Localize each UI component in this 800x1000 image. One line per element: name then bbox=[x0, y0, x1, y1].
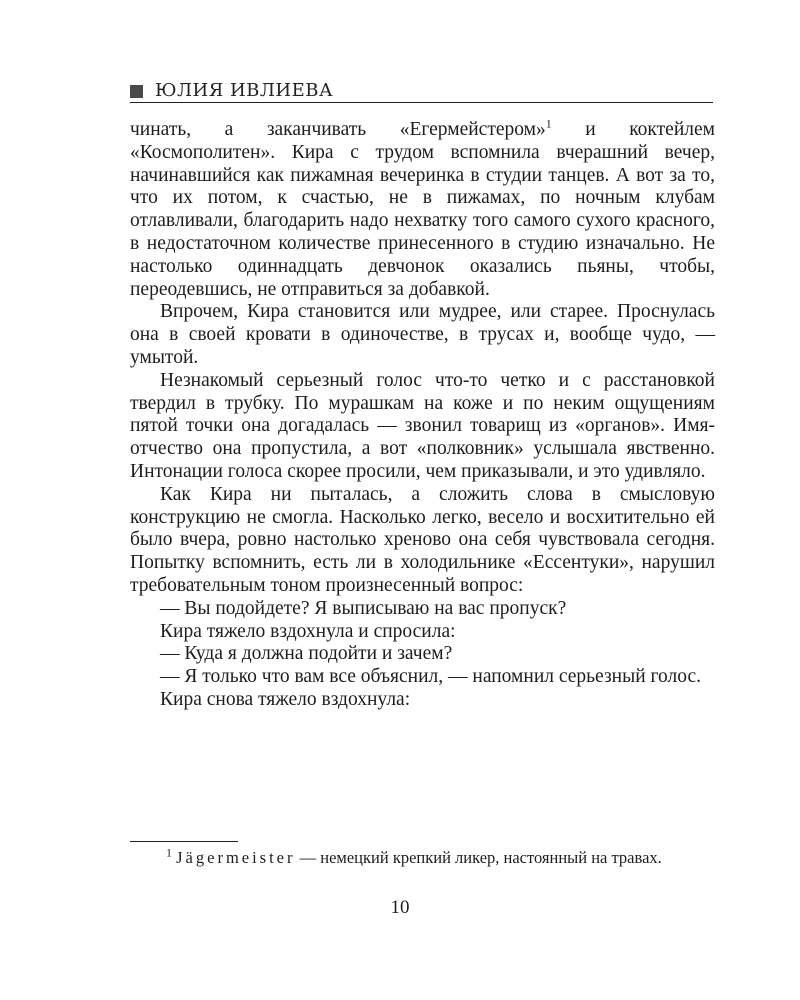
footnote-term: Jägermeister bbox=[176, 848, 296, 867]
paragraph-3: Незнакомый серьезный голос что-то четко и с расстановкой твердил в трубку. По мурашкам на коже и по неким ощущениям пятой точки она догадалась — звонил товарищ из «органов». Имя-отчество она пропустила, а вот «полковник» услышала явственно. Интонации голоса скорее просили, чем приказывали, и это удивляло. bbox=[130, 369, 715, 482]
dialogue-line: — Вы подойдете? Я выписываю на вас пропуск? bbox=[160, 597, 567, 619]
page-number: 10 bbox=[390, 897, 410, 918]
dialogue-line: — Я только что вам все объяснил, — напомнил серьезный голос. bbox=[160, 666, 702, 688]
footnote bbox=[130, 845, 715, 869]
footnote-mark bbox=[130, 845, 172, 867]
paragraph-1-text-b: и коктейлем «Космополитен». Кира с трудом вспомнила вчерашний вечер, начинавшийся как пижамная вечеринка в студии танцев. А вот за то, что их потом, к счастью, не в пижамах, по ночным клубам отлавливали, благодарить надо нехватку того самого сухого красного, в недостаточном количестве принесенного в студию изначально. Не настолько одиннадцать девчонок оказались пьяны, чтобы, переодевшись, не отправиться за добавкой. bbox=[130, 119, 715, 300]
paragraph-9: Кира снова тяжело вздохнула: bbox=[160, 688, 411, 710]
paragraph-4: Как Кира ни пыталась, а сложить слова в смысловую конструкцию не смогла. Насколько легко, весело и восхитительно ей было вчера, ровно настолько хреново она себя чувствовала сегодня. Попытку вспомнить, есть ли в холодильнике «Ессентуки», нарушил требовательным тоном произнесенный вопрос: bbox=[130, 483, 715, 596]
footnote-number: 1 bbox=[166, 845, 172, 860]
paragraph-2: Впрочем, Кира становится или мудрее, или старее. Проснулась она в своей кровати в одиночестве, в трусах и, вообще чудо, — умытой. bbox=[130, 301, 715, 368]
dialogue-line: — Куда я должна подойти и зачем? bbox=[160, 643, 453, 665]
paragraph-1-text-a: чинать, а заканчивать «Егермейстером» bbox=[130, 119, 546, 140]
header-author: ЮЛИЯ ИВЛИЕВА bbox=[155, 80, 334, 101]
footnote-divider bbox=[130, 841, 238, 842]
footnote-ref: 1 bbox=[545, 116, 552, 131]
paragraph-6: Кира тяжело вздохнула и спросила: bbox=[160, 620, 456, 642]
header-square-icon bbox=[130, 85, 143, 98]
running-header bbox=[130, 80, 713, 103]
paragraph-1 bbox=[130, 116, 715, 301]
main-text bbox=[130, 116, 715, 712]
footnote-text: — немецкий крепкий ликер, настоянный на травах. bbox=[295, 848, 662, 867]
